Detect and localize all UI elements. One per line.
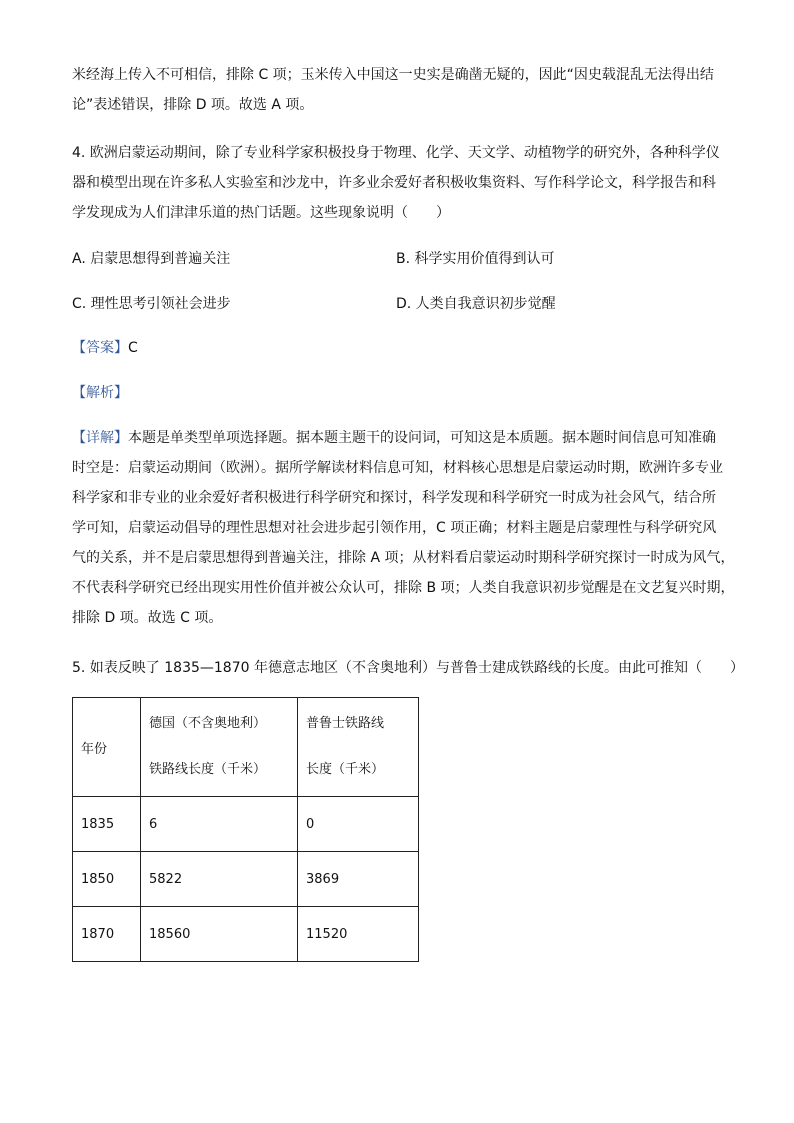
detail-line: 排除 D 项。故选 C 项。 [72,610,223,626]
header-germany-line: 铁路线长度（千米） [149,762,267,777]
railway-length-table [72,697,419,962]
cell-prussia: 3869 [298,852,419,907]
cell-year: 1850 [73,852,141,907]
cell-prussia: 0 [298,797,419,852]
table-row [73,907,419,962]
question-4-stem [72,138,732,228]
option-c: C. 理性思考引领社会进步 [72,296,231,312]
question-4-line: 4. 欧洲启蒙运动期间，除了专业科学家积极投身于物理、化学、天文学、动植物学的研究外，各种科学仪 [72,145,720,161]
detail-line [72,423,732,453]
detail-line: 学可知，启蒙运动倡导的理性思想对社会进步起引领作用，C 项正确；材料主题是启蒙理性与科学研究风 [72,520,717,536]
intro-line: 论”表述错误，排除 D 项。故选 A 项。 [72,97,314,113]
answer-value: C [128,340,138,356]
detail-line: 时空是：启蒙运动期间（欧洲）。据所学解读材料信息可知，材料核心思想是启蒙运动时期，欧洲许多专业 [72,460,723,476]
cell-germany: 5822 [141,852,298,907]
option-a: A. 启蒙思想得到普遍关注 [72,251,231,267]
cell-prussia: 11520 [298,907,419,962]
detail-paragraph [72,423,735,633]
detail-tag: 【详解】 [72,430,128,446]
answer-line [72,338,138,358]
header-year-text: 年份 [81,741,108,757]
header-prussia-line: 普鲁士铁路线 [306,716,385,731]
table-header-row [73,698,419,797]
table-row [73,852,419,907]
detail-line: 气的关系，并不是启蒙思想得到普遍关注，排除 A 项；从材料看启蒙运动时期科学研究探讨一时成为风气， [72,550,735,566]
option-d: D. 人类自我意识初步觉醒 [396,296,556,312]
detail-line-text: 本题是单类型单项选择题。据本题主题干的设问词，可知这是本质题。据本题时间信息可知准确 [128,430,716,446]
table-row [73,797,419,852]
answer-tag: 【答案】 [72,340,128,356]
question-4-line: 器和模型出现在许多私人实验室和沙龙中，许多业余爱好者积极收集资料、写作科学论文，科学报告和科 [72,175,716,191]
analysis-tag-text: 【解析】 [72,385,128,401]
intro-line: 米经海上传入不可相信，排除 C 项；玉米传入中国这一史实是确凿无疑的，因此“因史载混乱无法得出结 [72,67,714,83]
option-b: B. 科学实用价值得到认可 [396,251,555,267]
intro-paragraph [72,60,732,120]
question-4-line: 学发现成为人们津津乐道的热门话题。这些现象说明（ ） [72,205,450,221]
cell-germany: 18560 [141,907,298,962]
header-year [73,698,141,797]
cell-germany: 6 [141,797,298,852]
header-germany [141,698,298,797]
header-prussia [298,698,419,797]
cell-year: 1835 [73,797,141,852]
detail-line: 科学家和非专业的业余爱好者积极进行科学研究和探讨，科学发现和科学研究一时成为社会风气，结合所 [72,490,716,506]
cell-year: 1870 [73,907,141,962]
analysis-tag [72,383,128,403]
detail-line: 不代表科学研究已经出现实用性价值并被公众认可，排除 B 项；人类自我意识初步觉醒是在文艺复兴时期， [72,580,735,596]
header-germany-line: 德国（不含奥地利） [149,716,267,731]
question-5-stem: 5. 如表反映了 1835—1870 年德意志地区（不含奥地利）与普鲁士建成铁路线的长度。由此可推知（ ） [72,660,744,676]
header-prussia-line: 长度（千米） [306,762,385,777]
